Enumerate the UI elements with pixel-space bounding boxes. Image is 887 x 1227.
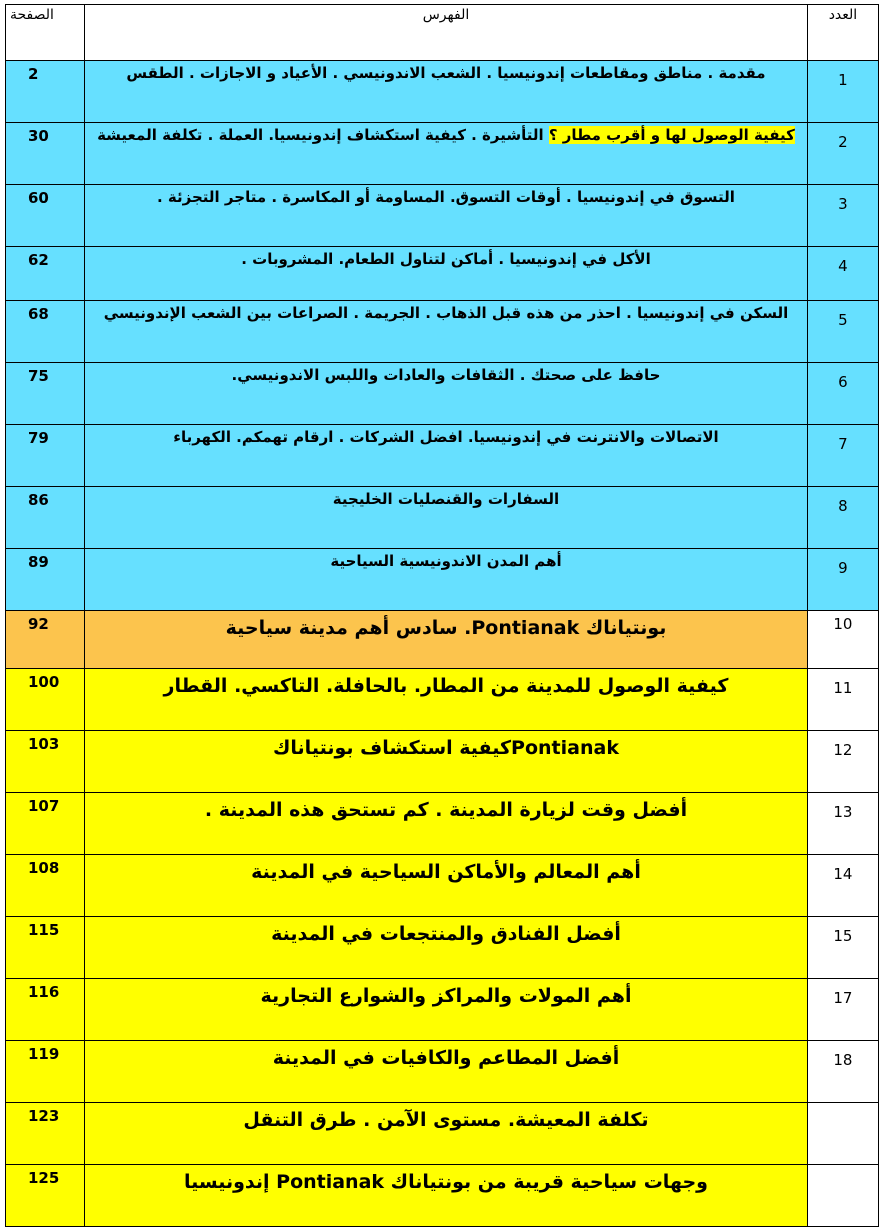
entry-number: 9 <box>807 549 878 611</box>
table-row <box>6 979 879 1041</box>
table-row <box>6 1165 879 1227</box>
entry-number: 13 <box>807 793 878 855</box>
table-row <box>6 611 879 669</box>
entry-title: أفضل الفنادق والمنتجعات في المدينة <box>85 917 808 979</box>
entry-title: بونتياناك Pontianak. سادس أهم مدينة سياحية <box>85 611 808 669</box>
page-number: 89 <box>6 549 85 611</box>
table-row <box>6 793 879 855</box>
entry-title: السكن في إندونيسيا . احذر من هذه قبل الذهاب . الجريمة . الصراعات بين الشعب الإندونيسي <box>85 301 808 363</box>
entry-number: 10 <box>807 611 878 669</box>
entry-number: 8 <box>807 487 878 549</box>
entry-number: 5 <box>807 301 878 363</box>
page-number: 75 <box>6 363 85 425</box>
entry-title: أفضل وقت لزيارة المدينة . كم تستحق هذه المدينة . <box>85 793 808 855</box>
page-number: 86 <box>6 487 85 549</box>
entry-number: 7 <box>807 425 878 487</box>
entry-number: 14 <box>807 855 878 917</box>
page-number: 108 <box>6 855 85 917</box>
page-number: 107 <box>6 793 85 855</box>
page-number: 116 <box>6 979 85 1041</box>
table-row <box>6 61 879 123</box>
page-number: 103 <box>6 731 85 793</box>
entry-number: 11 <box>807 669 878 731</box>
table-row <box>6 855 879 917</box>
highlighted-text: كيفية الوصول لها و أقرب مطار ؟ <box>548 126 795 144</box>
page-number: 119 <box>6 1041 85 1103</box>
header-page: الصفحة <box>6 5 85 61</box>
entry-title: كيفية الوصول للمدينة من المطار. بالحافلة. التاكسي. القطار <box>85 669 808 731</box>
page-number: 60 <box>6 185 85 247</box>
entry-title: مقدمة . مناطق ومقاطعات إندونيسيا . الشعب الاندونيسي . الأعياد و الاجازات . الطقس <box>85 61 808 123</box>
table-row <box>6 247 879 301</box>
page-number: 62 <box>6 247 85 301</box>
entry-number: 17 <box>807 979 878 1041</box>
page-number: 68 <box>6 301 85 363</box>
page-number: 79 <box>6 425 85 487</box>
header-row <box>6 5 879 61</box>
table-row <box>6 917 879 979</box>
entry-number: 18 <box>807 1041 878 1103</box>
entry-title: أهم المولات والمراكز والشوارع التجارية <box>85 979 808 1041</box>
table-row <box>6 123 879 185</box>
entry-title <box>85 123 808 185</box>
entry-number <box>807 1103 878 1165</box>
entry-number: 3 <box>807 185 878 247</box>
entry-number: 15 <box>807 917 878 979</box>
entry-title: السفارات والقنصليات الخليجية <box>85 487 808 549</box>
page-number: 100 <box>6 669 85 731</box>
page-number: 123 <box>6 1103 85 1165</box>
table-row <box>6 363 879 425</box>
entry-number: 6 <box>807 363 878 425</box>
entry-title: أهم المعالم والأماكن السياحية في المدينة <box>85 855 808 917</box>
header-index: الفهرس <box>85 5 808 61</box>
entry-number: 12 <box>807 731 878 793</box>
header-number: العدد <box>807 5 878 61</box>
entry-title: التسوق في إندونيسيا . أوقات التسوق. المساومة أو المكاسرة . متاجر التجزئة . <box>85 185 808 247</box>
entry-title: أهم المدن الاندونيسية السياحية <box>85 549 808 611</box>
table-row <box>6 1041 879 1103</box>
entry-title: حافظ على صحتك . الثقافات والعادات واللبس الاندونيسي. <box>85 363 808 425</box>
table-of-contents <box>5 4 879 1227</box>
page-number: 92 <box>6 611 85 669</box>
page-number: 30 <box>6 123 85 185</box>
table-row <box>6 185 879 247</box>
entry-title: أفضل المطاعم والكافيات في المدينة <box>85 1041 808 1103</box>
table-row <box>6 549 879 611</box>
table-row <box>6 669 879 731</box>
entry-number <box>807 1165 878 1227</box>
table-row <box>6 301 879 363</box>
entry-number: 2 <box>807 123 878 185</box>
entry-number: 4 <box>807 247 878 301</box>
entry-title: الاتصالات والانترنت في إندونيسيا. افضل الشركات . ارقام تهمكم. الكهرباء <box>85 425 808 487</box>
entry-title-rest: التأشيرة . كيفية استكشاف إندونيسيا. العملة . تكلفة المعيشة <box>97 126 549 144</box>
page-number: 125 <box>6 1165 85 1227</box>
entry-title: Pontianakكيفية استكشاف بونتياناك <box>85 731 808 793</box>
entry-title: الأكل في إندونيسيا . أماكن لتناول الطعام. المشروبات . <box>85 247 808 301</box>
entry-number: 1 <box>807 61 878 123</box>
table-row <box>6 425 879 487</box>
table-row <box>6 1103 879 1165</box>
page-number: 115 <box>6 917 85 979</box>
entry-title: وجهات سياحية قريبة من بونتياناك Pontianak إندونيسيا <box>85 1165 808 1227</box>
entry-title: تكلفة المعيشة. مستوى الآمن . طرق التنقل <box>85 1103 808 1165</box>
table-row <box>6 487 879 549</box>
page-number: 2 <box>6 61 85 123</box>
table-row <box>6 731 879 793</box>
